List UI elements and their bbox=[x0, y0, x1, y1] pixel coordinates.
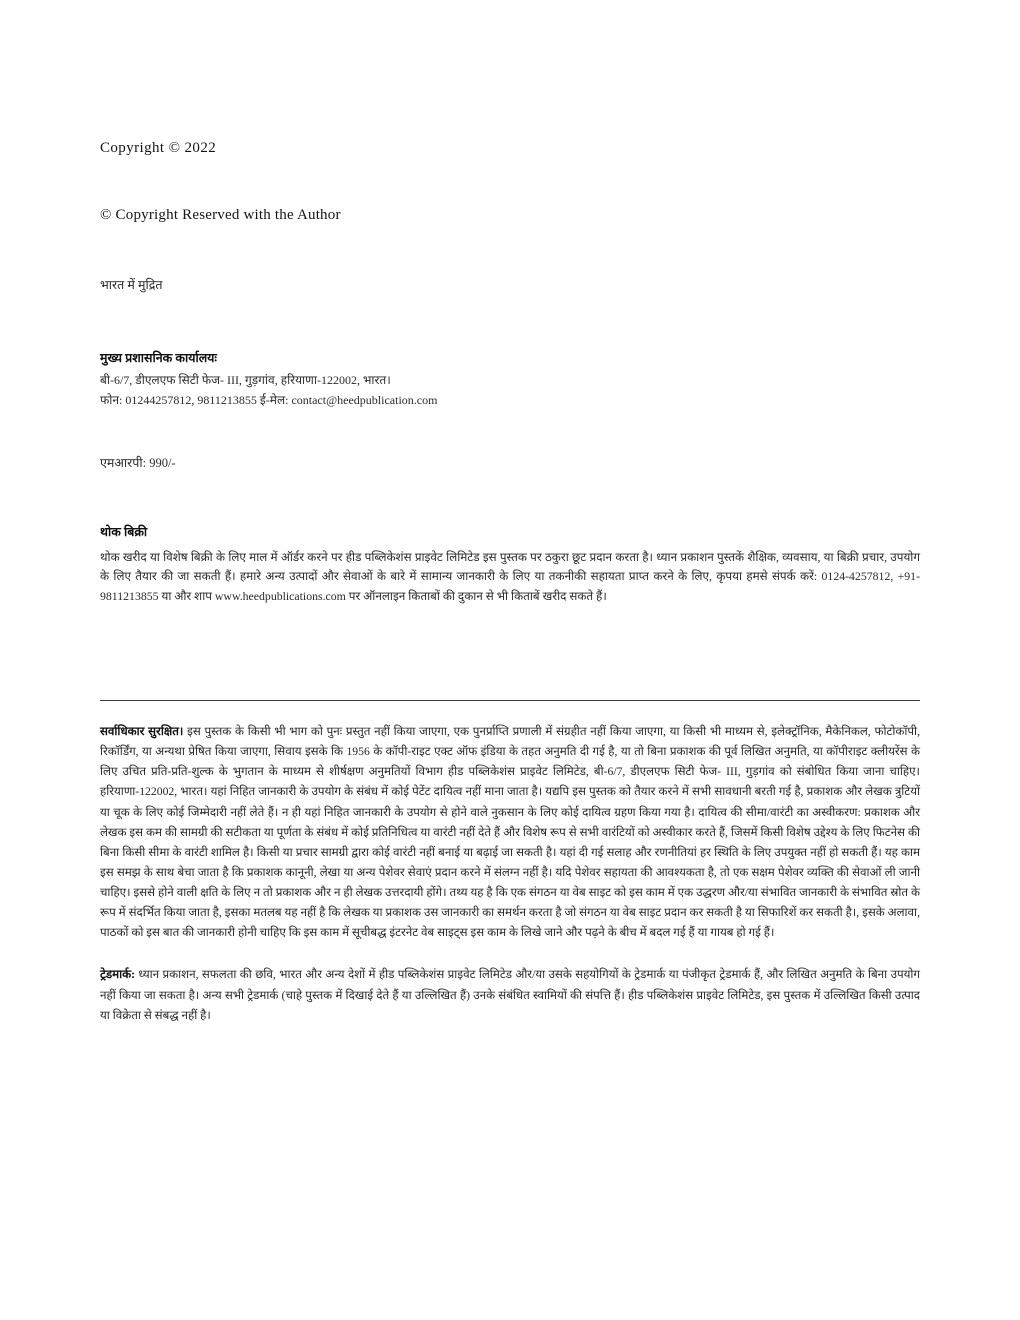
legal-notices-block bbox=[100, 722, 920, 1048]
copyright-notice-lead: सर्वाधिकार सुरक्षित। bbox=[100, 725, 184, 738]
trademark-notice-paragraph bbox=[100, 965, 920, 1025]
printed-in-line: भारत में मुद्रित bbox=[100, 278, 163, 292]
publisher-heading: मुख्य प्रशासनिक कार्यालयः bbox=[100, 351, 217, 365]
publisher-address: बी-6/7, डीएलएफ सिटी फेज- III, गुड़गांव, हरियाणा-122002, भारत। bbox=[100, 373, 391, 387]
copyright-notice-paragraph bbox=[100, 722, 920, 943]
front-matter-block bbox=[100, 140, 920, 606]
bulk-sales-paragraph: थोक खरीद या विशेष बिक्री के लिए माल में ऑर्डर करने पर हीड पब्लिकेशंस प्राइवेट लिमिटेड इस पुस्तक पर ठकुरा छूट प्रदान करता है। ध्यान प्रकाशन पुस्तकें शैक्षिक, व्यवसाय, या बिक्री प्रचार, उपयोग के लिए तैयार की जा सकती हैं। हमारे अन्य उत्पादों और सेवाओं के बारे में सामान्य जानकारी के लिए या तकनीकी सहायता प्राप्त करने के लिए, कृपया हमसे संपर्क करें: 0124-4257812, +91-9811213855 या और शाप www.heedpublications.com पर ऑनलाइन किताबों की दुकान से भी किताबें खरीद सकते हैं। bbox=[100, 549, 920, 603]
price-line: एमआरपी: 990/- bbox=[100, 455, 176, 470]
copyright-reserved-line: © Copyright Reserved with the Author bbox=[100, 207, 341, 223]
trademark-notice-text: ध्यान प्रकाशन, सफलता की छवि, भारत और अन्य देशों में हीड पब्लिकेशंस प्राइवेट लिमिटेड और/या उसके सहयोगियों के ट्रेडमार्क या पंजीकृत ट्रेडमार्क हैं, और लिखित अनुमति के बिना उपयोग नहीं किया जा सकता है। अन्य सभी ट्रेडमार्क (चाहे पुस्तक में दिखाई देते हैं या उल्लिखित हैं) उनके संबंधित स्वामियों की संपत्ति हैं। हीड पब्लिकेशंस प्राइवेट लिमिटेड, इस पुस्तक में उल्लिखित किसी उत्पाद या विक्रेता से संबद्ध नहीं है। bbox=[100, 968, 920, 1022]
publisher-contact: फोन: 01244257812, 9811213855 ई-मेल: contact@heedpublication.com bbox=[100, 393, 438, 408]
section-divider bbox=[100, 700, 920, 701]
copyright-notice-text: इस पुस्तक के किसी भी भाग को पुनः प्रस्तुत नहीं किया जाएगा, एक पुनर्प्राप्ति प्रणाली में संग्रहीत नहीं किया जाएगा, या किसी भी माध्यम से, इलेक्ट्रॉनिक, मैकेनिकल, फोटोकॉपी, रिकॉर्डिंग, या अन्यथा प्रेषित किया जाएगा, सिवाय इसके कि 1956 के कॉपी-राइट एक्ट ऑफ इंडिया के तहत अनुमति दी गई है, या तो बिना प्रकाशक की पूर्व लिखित अनुमति, या कॉपीराइट क्लीयरेंस के लिए उचित प्रति-प्रति-शुल्क के भुगतान के माध्यम से शीर्षक्षण अनुमतियों विभाग हीड पब्लिकेशंस प्राइवेट लिमिटेड, बी-6/7, डीएलएफ सिटी फेज- III, गुड़गांव को संबोधित किया जाना चाहिए। हरियाणा-122002, भारत। यहां निहित जानकारी के उपयोग के संबंध में कोई पेटेंट दायित्व नहीं माना जाता है। यद्यपि इस पुस्तक को तैयार करने में सभी सावधानी बरती गई है, प्रकाशक और लेखक त्रुटियों या चूक के लिए कोई जिम्मेदारी नहीं लेते हैं। न ही यहां निहित जानकारी के उपयोग से होने वाले नुकसान के लिए कोई दायित्व ग्रहण किया गया है। दायित्व की सीमा/वारंटी का अस्वीकरण: प्रकाशक और लेखक इस कम की सामग्री की सटीकता या पूर्णता के संबंध में कोई प्रतिनिधित्व या वारंटी नहीं देते हैं और विशेष रूप से सभी वारंटियों को अस्वीकार करते हैं, जिसमें किसी विशेष उद्देश्य के लिए फिटनेस की बिना किसी सीमा के वारंटी शामिल है। किसी या प्रचार सामग्री द्वारा कोई वारंटी नहीं बनाई या बढ़ाई जा सकती है। यहां दी गई सलाह और रणनीतियां हर स्थिति के लिए उपयुक्त नहीं हो सकती हैं। यह काम इस समझ के साथ बेचा जाता है कि प्रकाशक कानूनी, लेखा या अन्य पेशेवर सेवाएं प्रदान करने में संलग्न नहीं है। यदि पेशेवर सहायता की आवश्यकता है, तो एक सक्षम पेशेवर व्यक्ति की सेवाओं ली जानी चाहिए। इससे होने वाली क्षति के लिए न तो प्रकाशक और न ही लेखक उत्तरदायी होंगे। तथ्य यह है कि एक संगठन या वेब साइट को इस काम में एक उद्धरण और/या संभावित जानकारी के संभावित स्रोत के रूप में संदर्भित किया जाता है, इसका मतलब यह नहीं है कि लेखक या प्रकाशक उस जानकारी का समर्थन करता है जो संगठन या वेब साइट प्रदान कर सकती है या सिफारिशें कर सकती है।, इसके अलावा, पाठकों को इस बात की जानकारी होनी चाहिए कि इस काम में सूचीबद्ध इंटरनेट वेब साइट्स इस काम के लिखे जाने और पढ़ने के बीच में बदल गई हैं या गायब हो गई हैं। bbox=[100, 725, 920, 940]
bulk-sales-block bbox=[100, 523, 920, 606]
trademark-notice-lead: ट्रेडमार्क: bbox=[100, 968, 136, 982]
copyright-year: Copyright © 2022 bbox=[100, 140, 217, 156]
bulk-sales-heading: थोक बिक्री bbox=[100, 524, 148, 539]
publisher-block bbox=[100, 349, 920, 410]
